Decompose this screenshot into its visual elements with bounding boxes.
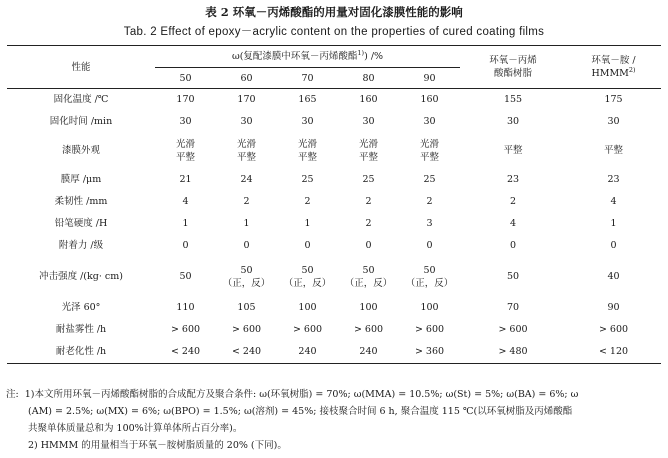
table-cell: 175 [604,94,623,106]
note-1-line-1: 注: 1)本文所用环氧－丙烯酸酯树脂的合成配方及聚合条件: ω(环氧树脂) = 70%; ω(MMA) = 10.5%; ω(St) = 5%; ω(BA) = 6%; ω [6,389,579,400]
table-row [7,341,661,364]
header-sub-80: 80 [338,68,399,89]
table-cell: > 360 [399,341,460,364]
table-cell: 100 [420,302,439,313]
cell-line: 50 [423,264,436,276]
note-1-line-2: (AM) = 2.5%; ω(MX) = 6%; ω(BPO) = 1.5%; ω(溶剂) = 45%; 接枝聚合时间 6 h, 聚合温度 115 ℃(以环氧树脂及丙烯酸酯 [28,406,573,417]
table-cell: 1 [243,218,250,229]
row-label: 柔韧性 /mm [54,196,108,207]
header-sub-50: 50 [155,68,216,89]
table-cell: 240 [277,341,338,364]
table-cell [155,257,216,297]
cell-line: 平整 [420,151,440,163]
table-cell: 23 [607,174,620,185]
header-property: 性能 [7,46,155,89]
table-cell: 0 [426,240,433,251]
table-cell [566,257,661,297]
table-cell: 3 [426,218,433,229]
table-cell: > 600 [231,324,262,335]
table-cell: 170 [237,94,256,106]
cell-line: 平整 [503,145,523,156]
cell-line: 平整 [175,151,195,163]
table-title-cn: 表 2 环氧－丙烯酸酯的用量对固化漆膜性能的影响 [205,5,463,19]
table-cell: > 600 [292,324,323,335]
table-cell: > 600 [498,324,528,335]
table-cell: > 600 [414,324,445,335]
table-cell: 0 [243,240,250,251]
cell-line: 光滑 [420,138,440,150]
table-cell [399,257,460,297]
table-cell: 25 [301,174,314,185]
cell-line: （正，反） [405,277,454,289]
cell-line: 50 [362,264,375,276]
table-cell: 100 [298,302,317,313]
table-notes [6,386,664,454]
table-cell: 0 [509,240,517,251]
table-cell: > 600 [353,324,384,335]
note-1-line-3: 共聚单体质量总和为 100%计算单体所占百分率)。 [28,423,243,434]
table-cell: 2 [365,196,372,207]
table-cell: 30 [362,116,375,127]
row-label: 光泽 60° [61,302,101,313]
row-label: 膜厚 /μm [60,174,102,185]
table-cell: 2 [243,196,250,207]
table-cell [566,133,661,169]
table-cell: 30 [607,116,620,127]
table-cell [338,133,399,169]
cell-line: 光滑 [175,138,195,150]
table-cell [216,133,277,169]
cell-line: （正，反） [344,277,393,289]
cell-line: 光滑 [358,138,378,150]
header-sub-60: 60 [216,68,277,89]
cell-line: 50 [240,264,253,276]
row-label: 漆膜外观 [61,145,100,156]
row-label: 耐老化性 /h [7,341,155,364]
table-row [7,257,661,297]
cell-line: 平整 [358,151,378,163]
table-cell [155,133,216,169]
table-cell: 0 [610,240,617,251]
table-cell: 2 [509,196,517,207]
table-cell: 1 [182,218,189,229]
table-row [7,213,661,235]
table-cell: 2 [365,218,372,229]
table-row [7,169,661,191]
table-cell: > 480 [460,341,566,364]
cell-line: 平整 [236,151,256,163]
table-cell: < 240 [155,341,216,364]
cell-line: （正，反） [283,277,332,289]
cell-line: 平整 [604,145,624,156]
cell-line: 50 [506,271,520,282]
table-body [7,89,661,364]
table-cell: 160 [420,94,439,106]
header-epoxy-acrylic: 环氧－丙烯 酸酯树脂 [460,46,566,89]
header-epoxy-amine: 环氧－胺 / HMMM$^{2)}$ [566,46,661,89]
table-cell: 110 [176,302,195,313]
row-label: 附着力 /级 [58,240,104,251]
table-cell: > 600 [170,324,201,335]
table-cell: 100 [359,302,378,313]
table-cell: 25 [362,174,375,185]
header-sub-90: 90 [399,68,460,89]
header-omega-group: ω(复配漆膜中环氧－丙烯酸酯$^{1)}$) /% [155,46,460,68]
table-cell [277,257,338,297]
table-row [7,319,661,341]
table-cell [216,257,277,297]
table-cell: 2 [426,196,433,207]
table-cell: 0 [365,240,372,251]
cell-line: （正，反） [222,277,271,289]
table-row [7,235,661,257]
row-label: 耐盐雾性 /h [55,324,107,335]
table-cell: 165 [298,94,317,106]
table-cell: 160 [359,94,378,106]
table-cell: 30 [506,116,520,127]
table-cell [338,257,399,297]
table-row [7,133,661,169]
cell-line: 40 [607,271,620,282]
row-label: 铅笔硬度 /H [54,218,108,229]
table-cell [460,133,566,169]
row-label: 冲击强度 /(kg· cm) [39,271,123,282]
table-cell [277,133,338,169]
table-cell: 30 [301,116,314,127]
table-cell [460,257,566,297]
table-cell: 30 [423,116,436,127]
table-row [7,297,661,319]
table-cell: 170 [176,94,195,106]
table-cell: 4 [509,218,517,229]
table-cell: 240 [338,341,399,364]
table-row [7,89,661,111]
table-cell: 1 [610,218,617,229]
table-cell: 30 [240,116,253,127]
table-cell: 155 [503,94,523,106]
table-cell: < 240 [216,341,277,364]
table-title-en: Tab. 2 Effect of epoxy－acrylic content on the properties of cured coating films [123,26,545,38]
table-row [7,111,661,133]
table-cell: 21 [179,174,192,185]
table-cell: 23 [506,174,520,185]
table-cell: 4 [610,196,617,207]
table-cell: 90 [607,302,620,313]
cell-line: 光滑 [297,138,317,150]
table-cell: 0 [304,240,311,251]
table-cell: 25 [423,174,436,185]
cell-line: 50 [301,264,314,276]
table-cell: > 600 [598,324,629,335]
table-cell: 30 [179,116,192,127]
table-cell: 1 [304,218,311,229]
row-label: 固化时间 /min [49,116,113,127]
cell-line: 50 [179,271,192,282]
table-cell [399,133,460,169]
header-sub-70: 70 [277,68,338,89]
cell-line: 平整 [297,151,317,163]
table-row [7,191,661,213]
table-cell: 105 [237,302,256,313]
properties-table [7,45,661,364]
table-cell: 0 [182,240,189,251]
table-cell: 70 [506,302,520,313]
table-cell: 4 [182,196,189,207]
row-label: 固化温度 /℃ [53,94,109,106]
table-cell: 2 [304,196,311,207]
note-2: 2) HMMM 的用量相当于环氧－胺树脂质量的 20% (下同)。 [28,440,287,451]
table-cell: 24 [240,174,253,185]
cell-line: 光滑 [236,138,256,150]
table-cell: < 120 [566,341,661,364]
